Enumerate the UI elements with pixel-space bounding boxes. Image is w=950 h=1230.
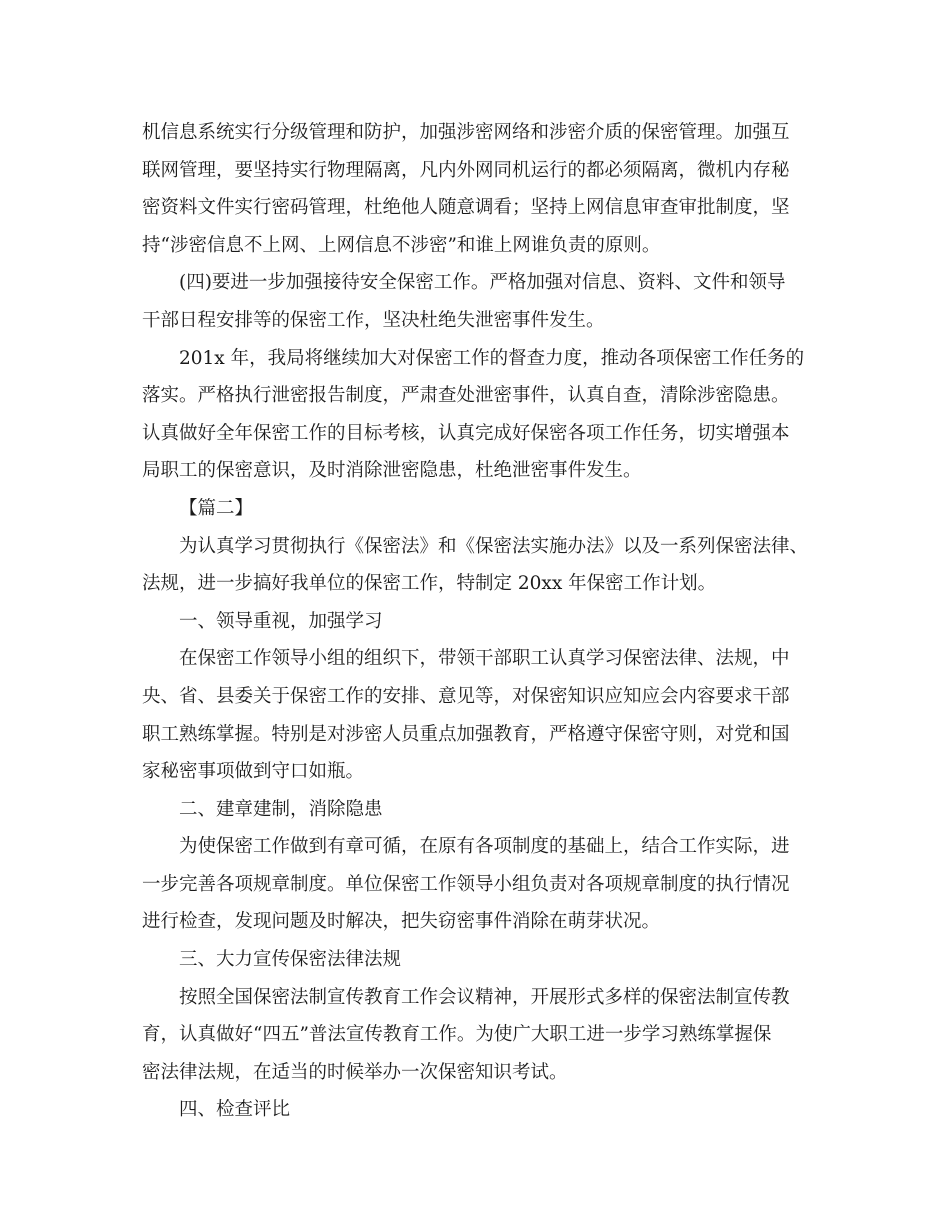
text-line: 认真做好全年保密工作的目标考核，认真完成好保密各项工作任务，切实增强本 — [142, 422, 790, 444]
text-line: 密法律法规，在适当的时候举办一次保密知识考试。 — [142, 1061, 568, 1083]
text-line: 职工熟练掌握。特别是对涉密人员重点加强教育，严格遵守保密守则，对党和国 — [142, 723, 790, 745]
paragraph-start-line: 201x 年，我局将继续加大对保密工作的督查力度，推动各项保密工作任务的 — [179, 347, 805, 369]
text-line: 联网管理，要坚持实行物理隔离，凡内外网同机运行的都必须隔离，微机内存秘 — [142, 159, 790, 181]
text-line: 一步完善各项规章制度。单位保密工作领导小组负责对各项规章制度的执行情况 — [142, 873, 790, 895]
text-line: 持“涉密信息不上网、上网信息不涉密”和谁上网谁负责的原则。 — [142, 234, 661, 256]
section-heading-2: 二、建章建制，消除隐患 — [179, 798, 383, 820]
section-heading-part-two: 【篇二】 — [179, 497, 254, 519]
text-line: 央、省、县委关于保密工作的安排、意见等，对保密知识应知应会内容要求干部 — [142, 685, 790, 707]
section-heading-1: 一、领导重视，加强学习 — [179, 610, 383, 632]
text-line: 进行检查，发现问题及时解决，把失窃密事件消除在萌芽状况。 — [142, 911, 661, 933]
paragraph-start-line: 为认真学习贯彻执行《保密法》和《保密法实施办法》以及一系列保密法律、 — [179, 535, 809, 557]
text-line: 法规，进一步搞好我单位的保密工作，特制定 20xx 年保密工作计划。 — [142, 573, 717, 595]
paragraph-start-line: (四)要进一步加强接待安全保密工作。严格加强对信息、资料、文件和领导 — [179, 272, 786, 294]
text-line: 育，认真做好“四五”普法宣传教育工作。为使广大职工进一步学习熟练掌握保 — [142, 1024, 772, 1046]
document-body — [142, 114, 810, 1129]
text-line: 干部日程安排等的保密工作，坚决杜绝失泄密事件发生。 — [142, 309, 605, 331]
text-line: 家秘密事项做到守口如瓶。 — [142, 761, 365, 783]
paragraph-start-line: 按照全国保密法制宣传教育工作会议精神，开展形式多样的保密法制宣传教 — [179, 986, 790, 1008]
paragraph-start-line: 为使保密工作做到有章可循，在原有各项制度的基础上，结合工作实际，进 — [179, 836, 790, 858]
text-line: 局职工的保密意识，及时消除泄密隐患，杜绝泄密事件发生。 — [142, 460, 642, 482]
paragraph-start-line: 在保密工作领导小组的组织下，带领干部职工认真学习保密法律、法规，中 — [179, 648, 790, 670]
text-line: 机信息系统实行分级管理和防护，加强涉密网络和涉密介质的保密管理。加强互 — [142, 122, 790, 143]
section-heading-3: 三、大力宣传保密法律法规 — [179, 949, 402, 971]
section-heading-4: 四、检查评比 — [179, 1099, 291, 1121]
text-line: 密资料文件实行密码管理，杜绝他人随意调看；坚持上网信息审查审批制度，坚 — [142, 197, 790, 219]
text-line: 落实。严格执行泄密报告制度，严肃查处泄密事件，认真自查，清除涉密隐患。 — [142, 385, 790, 407]
